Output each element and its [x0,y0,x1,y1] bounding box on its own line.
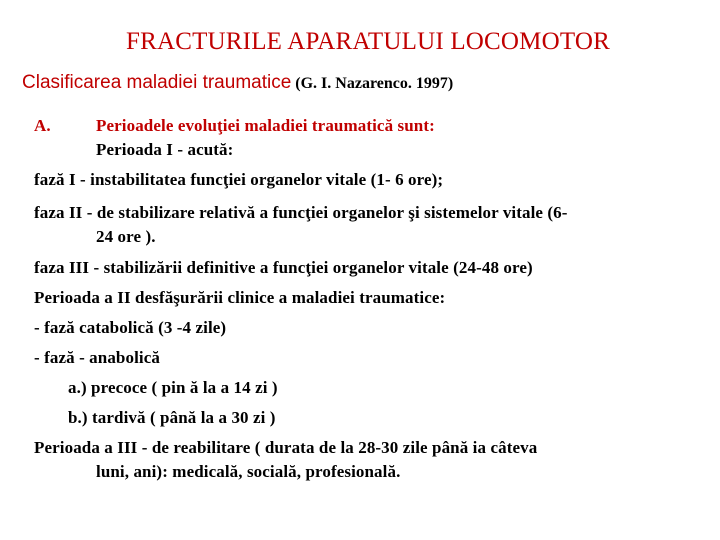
phase-1-line: fază I - instabilitatea funcţiei organelor vitale (1- 6 ore); [34,170,444,189]
subtitle-reference: (G. I. Nazarenco. 1997) [295,75,454,92]
anabolic-phase-line: - fază - anabolică [34,348,160,367]
early-subphase-line: a.) precoce ( pin ă la a 14 zi ) [68,378,278,397]
period-3-title: Perioada a III - de reabilitare ( durata de la 28-30 zile până ia câteva [34,438,538,457]
section-a-heading: Perioadele evoluţiei maladiei traumatică sunt: [96,116,435,135]
period-3-continuation: luni, ani): medicală, socială, profesională. [96,462,401,481]
subtitle [22,72,453,94]
phase-3-line: faza III - stabilizării definitive a funcţiei organelor vitale (24-48 ore) [34,258,533,277]
phase-2-line: faza II - de stabilizare relativă a funcţiei organelor şi sistemelor vitale (6- [34,203,568,222]
subtitle-main: Clasificarea maladiei traumatice [22,72,292,93]
phase-2-continuation: 24 ore ). [96,227,156,246]
catabolic-phase-line: - fază catabolică (3 -4 zile) [34,318,227,337]
section-a-marker: A. [34,116,51,135]
page-title: FRACTURILE APARATULUI LOCOMOTOR [125,28,611,55]
late-subphase-line: b.) tardivă ( până la a 30 zi ) [68,408,276,427]
period-1-title: Perioada I - acută: [96,140,234,159]
period-2-title: Perioada a II desfăşurării clinice a maladiei traumatice: [34,288,446,307]
